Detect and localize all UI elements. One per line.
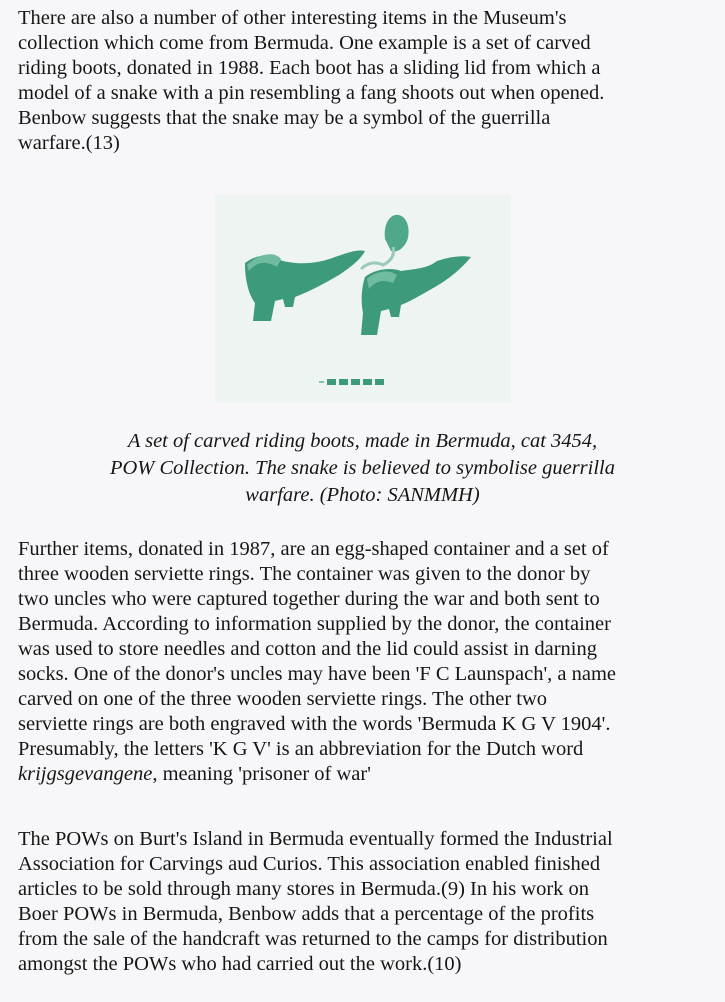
paragraph-industrial-association xyxy=(18,827,718,977)
dutch-word-meaning: , meaning 'prisoner of war' xyxy=(152,763,371,785)
text-line: warfare.(13) xyxy=(18,132,120,154)
text-line: riding boots, donated in 1988. Each boot has a sliding lid from which a xyxy=(18,57,601,79)
figure-caption xyxy=(40,428,685,509)
caption-line: POW Collection. The snake is believed to symbolise guerrilla xyxy=(109,457,615,479)
text-line: serviette rings are both engraved with the words 'Bermuda K G V 1904'. xyxy=(18,713,611,735)
paragraph-further-items xyxy=(18,537,718,787)
text-line: collection which come from Bermuda. One example is a set of carved xyxy=(18,32,591,54)
text-line-last xyxy=(18,762,718,787)
text-line: Further items, donated in 1987, are an egg-shaped container and a set of xyxy=(18,538,609,560)
text-line: articles to be sold through many stores in Bermuda.(9) In his work on xyxy=(18,878,590,900)
text-line: Benbow suggests that the snake may be a symbol of the guerrilla xyxy=(18,107,551,129)
text-line: The POWs on Burt's Island in Bermuda eventually formed the Industrial xyxy=(18,828,613,850)
text-line: from the sale of the handcraft was returned to the camps for distribution xyxy=(18,928,608,950)
paragraph-intro xyxy=(18,6,718,156)
text-line: Presumably, the letters 'K G V' is an abbreviation for the Dutch word xyxy=(18,738,584,760)
text-line: Association for Carvings aud Curios. This association enabled finished xyxy=(18,853,601,875)
text-line: socks. One of the donor's uncles may have been 'F C Launspach', a name xyxy=(18,663,617,685)
dutch-word: krijgsgevangene xyxy=(18,763,153,785)
text-line: model of a snake with a pin resembling a fang shoots out when opened. xyxy=(18,82,605,104)
text-line: carved on one of the three wooden serviette rings. The other two xyxy=(18,688,548,710)
text-line: Bermuda. According to information supplied by the donor, the container xyxy=(18,613,611,635)
text-line: two uncles who were captured together during the war and both sent to xyxy=(18,588,600,610)
text-line: was used to store needles and cotton and the lid could assist in darning xyxy=(18,638,598,660)
riding-boots-photo xyxy=(215,195,511,403)
caption-line: warfare. (Photo: SANMMH) xyxy=(245,484,480,506)
text-line: three wooden serviette rings. The container was given to the donor by xyxy=(18,563,591,585)
text-line: There are also a number of other interesting items in the Museum's xyxy=(18,7,567,29)
text-line: amongst the POWs who had carried out the work.(10) xyxy=(18,953,462,975)
caption-line: A set of carved riding boots, made in Bermuda, cat 3454, xyxy=(127,430,598,452)
text-line: Boer POWs in Bermuda, Benbow adds that a percentage of the profits xyxy=(18,903,595,925)
